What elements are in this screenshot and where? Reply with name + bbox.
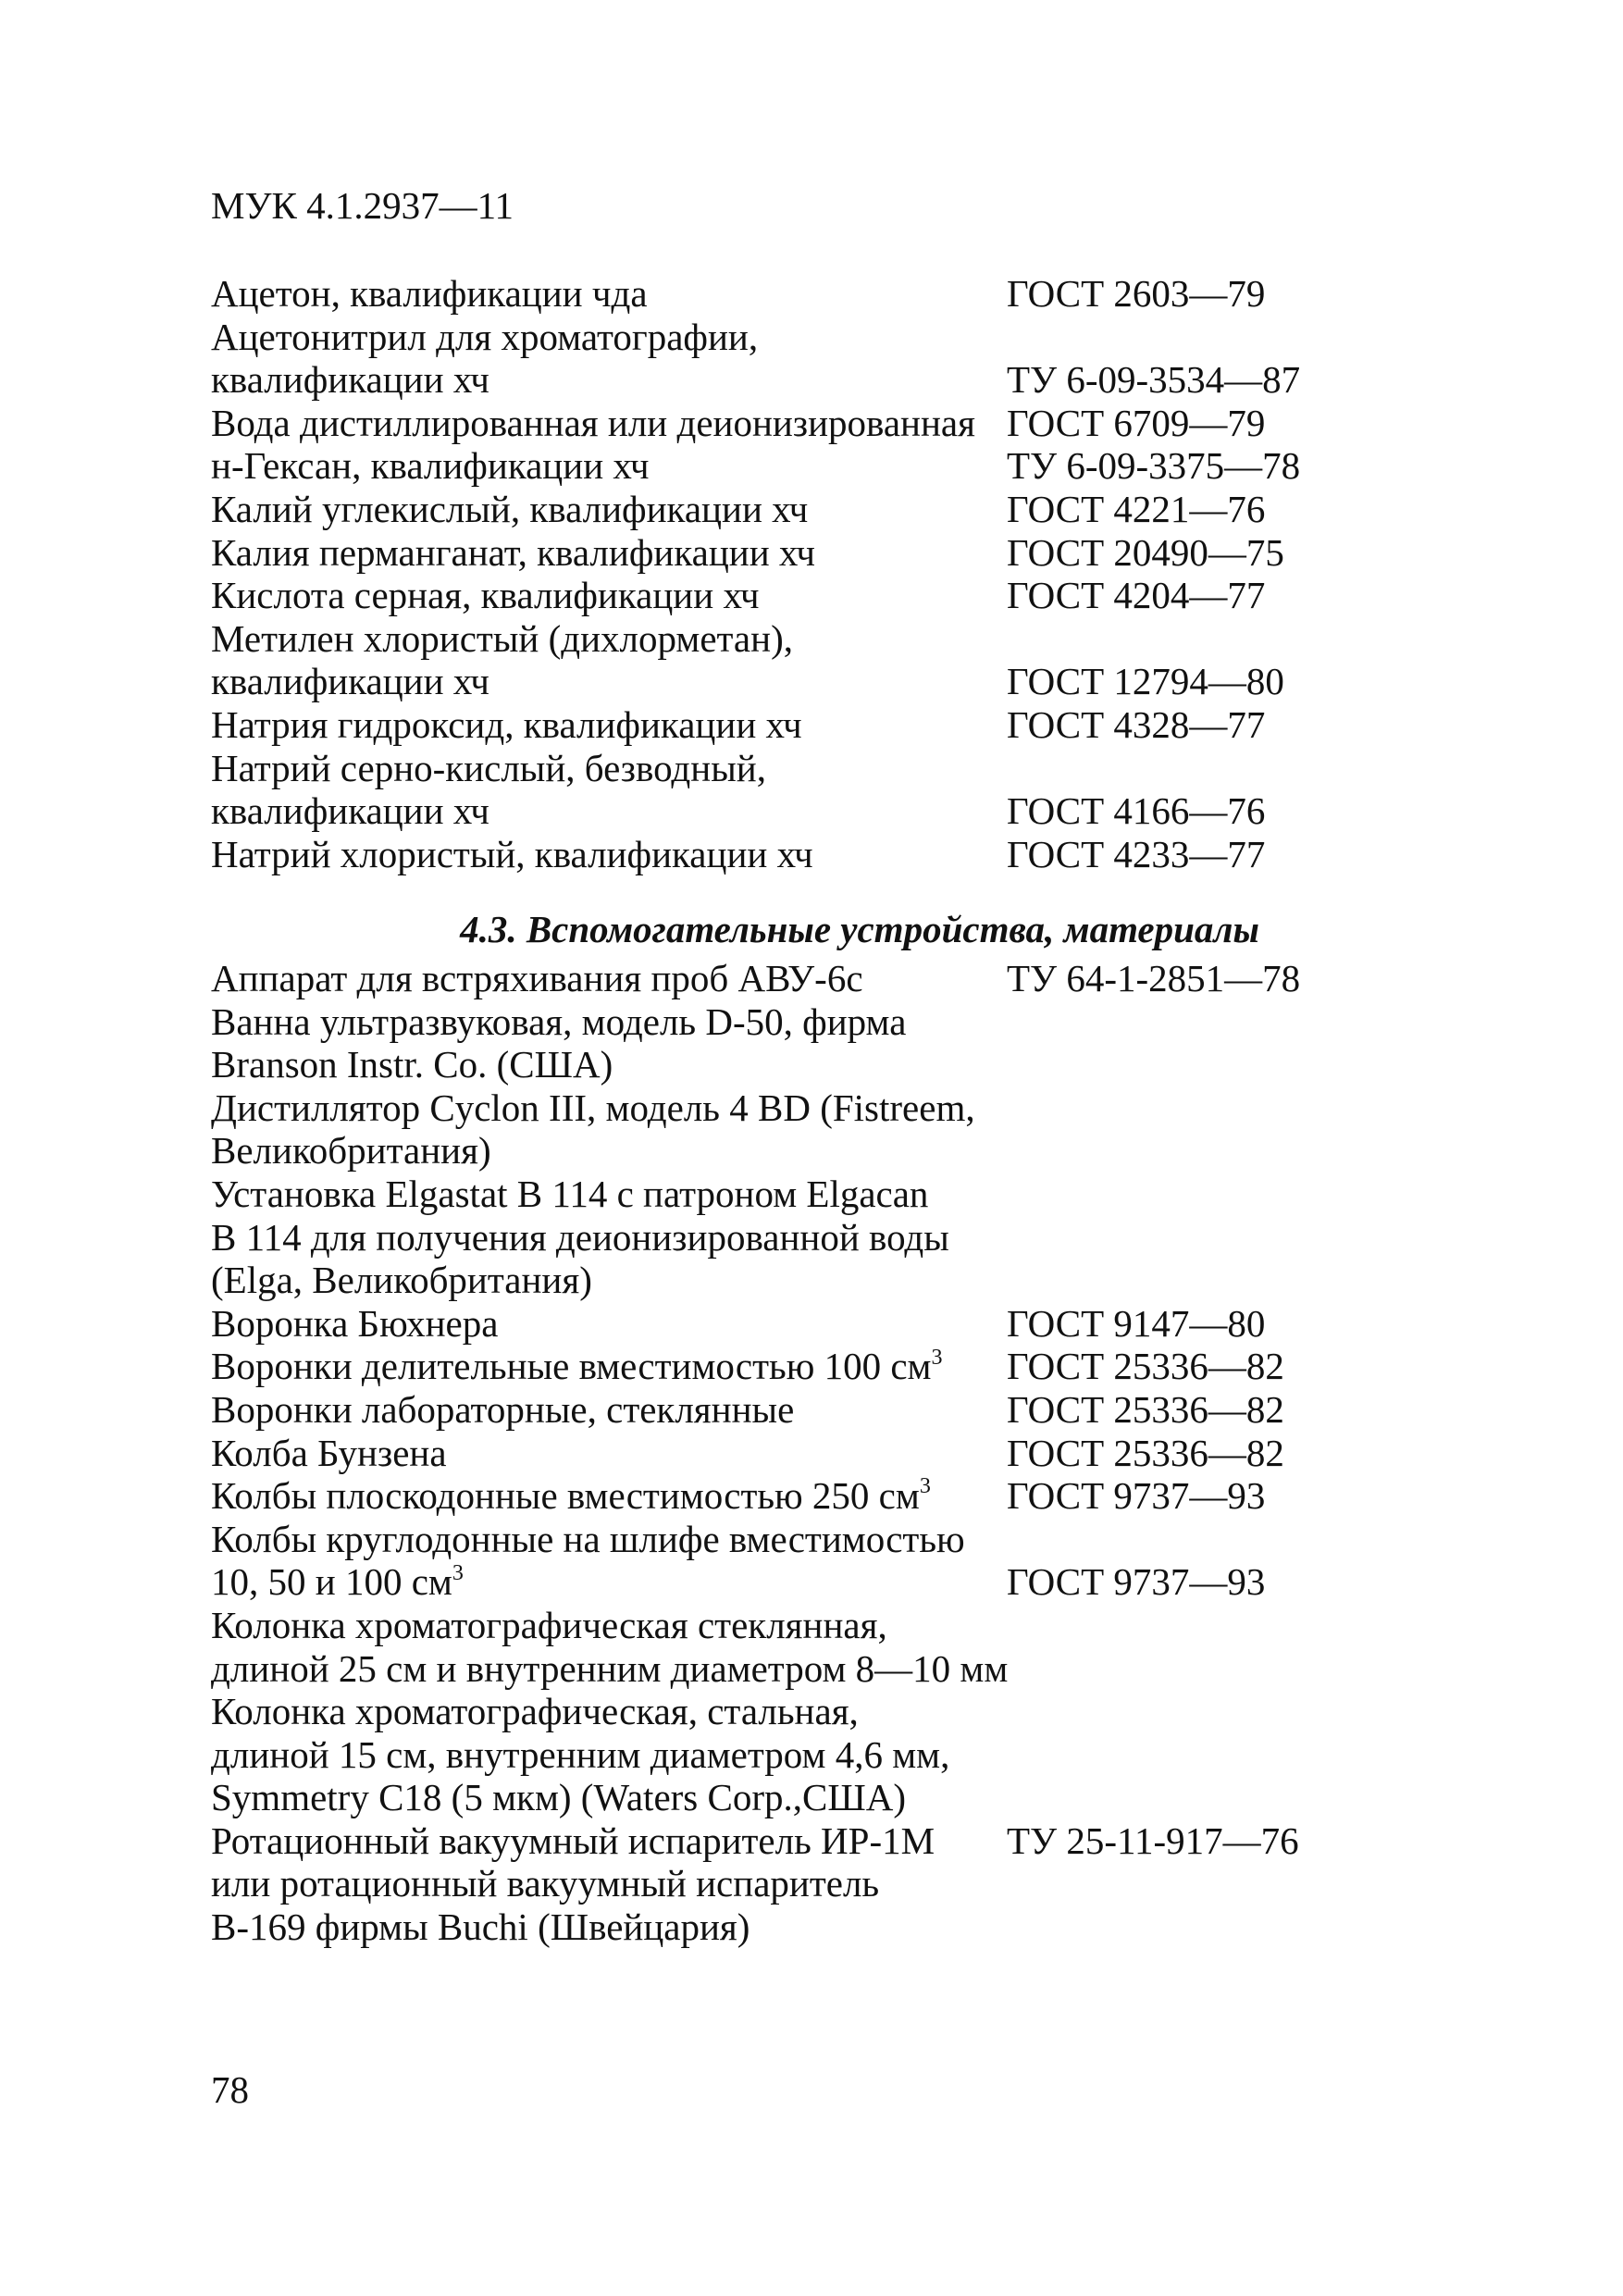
list-item-line	[211, 703, 1414, 747]
item-name: Ротационный вакуумный испаритель ИР-1М	[211, 1818, 935, 1862]
item-standard-ref: ГОСТ 4166—76	[1007, 789, 1266, 833]
materials-list	[211, 957, 1414, 1949]
item-name: Колбы плоскодонные вместимостью 250 $см^3$	[211, 1474, 931, 1518]
superscript: 3	[919, 1474, 931, 1499]
list-item-line	[211, 1388, 1414, 1432]
item-name: Метилен хлористый (дихлорметан),	[211, 616, 793, 660]
page-number: 78	[211, 2068, 249, 2111]
list-item-line	[211, 1733, 1414, 1777]
list-item-line	[211, 1518, 1414, 1561]
item-name: Калия перманганат, квалификации хч	[211, 530, 815, 574]
item-standard-ref: ГОСТ 20490—75	[1007, 530, 1284, 574]
item-standard-ref: ГОСТ 4221—76	[1007, 487, 1266, 530]
list-item-line	[211, 402, 1414, 445]
item-name: Колонка хроматографическая стеклянная,	[211, 1603, 887, 1646]
list-item-line	[211, 617, 1414, 661]
item-name: Натрий серно-кислый, безводный,	[211, 746, 766, 789]
list-item-line	[211, 1862, 1414, 1905]
item-name: Калий углекислый, квалификации хч	[211, 487, 809, 530]
list-item-line	[211, 444, 1414, 488]
list-item-line	[211, 358, 1414, 402]
item-name: Ванна ультразвуковая, модель D-50, фирма	[211, 999, 907, 1043]
item-standard-ref: ГОСТ 25336—82	[1007, 1387, 1284, 1431]
list-item-line	[211, 1690, 1414, 1733]
reagents-list	[211, 272, 1414, 875]
item-name: н-Гексан, квалификации хч	[211, 444, 650, 488]
item-standard-ref: ГОСТ 2603—79	[1007, 272, 1266, 315]
item-name: 10, 50 и 100 $см^3$	[211, 1560, 464, 1604]
list-item-line	[211, 1000, 1414, 1044]
list-item-line	[211, 1216, 1414, 1260]
item-name: Branson Instr. Co. (США)	[211, 1043, 613, 1086]
item-name: Воронка Бюхнера	[211, 1301, 499, 1345]
list-item-line	[211, 1345, 1414, 1388]
item-name: квалификации хч	[211, 358, 489, 402]
item-name: Аппарат для встряхивания проб АВУ-6с	[211, 957, 863, 999]
item-standard-ref: ГОСТ 9147—80	[1007, 1301, 1266, 1345]
list-item-line	[211, 1302, 1414, 1346]
list-item-line	[211, 1776, 1414, 1819]
item-standard-ref: ГОСТ 25336—82	[1007, 1431, 1284, 1474]
list-item-line	[211, 789, 1414, 833]
item-name: или ротационный вакуумный испаритель	[211, 1862, 880, 1905]
item-standard-ref: ГОСТ 25336—82	[1007, 1345, 1284, 1388]
item-name: квалификации хч	[211, 789, 489, 833]
list-item-line	[211, 272, 1414, 316]
list-item-line	[211, 488, 1414, 531]
item-name: Дистиллятор Cyclon III, модель 4 BD (Fistreem,	[211, 1086, 975, 1129]
superscript: 3	[452, 1560, 464, 1585]
page-header-doc-code: МУК 4.1.2937—11	[211, 184, 514, 227]
item-name: Колонка хроматографическая, стальная,	[211, 1690, 859, 1733]
item-name: длиной 15 см, внутренним диаметром 4,6 мм,	[211, 1732, 950, 1776]
list-item-line	[211, 1905, 1414, 1949]
list-item-line	[211, 747, 1414, 790]
item-name: Вода дистиллированная или деионизированная	[211, 401, 975, 444]
item-standard-ref: ГОСТ 9737—93	[1007, 1560, 1266, 1604]
item-standard-ref: ГОСТ 4204—77	[1007, 574, 1266, 617]
item-standard-ref: ГОСТ 6709—79	[1007, 401, 1266, 444]
list-item-line	[211, 1474, 1414, 1518]
item-standard-ref: ТУ 6-09-3534—87	[1007, 358, 1301, 402]
list-item-line	[211, 660, 1414, 703]
list-item-line	[211, 1259, 1414, 1302]
item-name: длиной 25 см и внутренним диаметром 8—10 мм	[211, 1646, 1009, 1690]
item-name: Кислота серная, квалификации хч	[211, 574, 760, 617]
list-item-line	[211, 316, 1414, 359]
item-name: (Elga, Великобритания)	[211, 1259, 592, 1302]
item-standard-ref: ТУ 25-11-917—76	[1007, 1818, 1299, 1862]
item-name: Натрий хлористый, квалификации хч	[211, 832, 813, 875]
list-item-line	[211, 531, 1414, 575]
item-name: B 114 для получения деионизированной воды	[211, 1215, 949, 1259]
list-item-line	[211, 1043, 1414, 1086]
list-item-line	[211, 1560, 1414, 1604]
item-standard-ref: ТУ 6-09-3375—78	[1007, 444, 1301, 488]
item-name: B-169 фирмы Buchi (Швейцария)	[211, 1905, 750, 1949]
item-name: квалификации хч	[211, 660, 489, 703]
list-item-line	[211, 1173, 1414, 1216]
list-item-line	[211, 574, 1414, 617]
list-item-line	[211, 1604, 1414, 1647]
list-item-line	[211, 1819, 1414, 1863]
item-standard-ref: ГОСТ 12794—80	[1007, 660, 1284, 703]
list-item-line	[211, 833, 1414, 876]
list-item-line	[211, 1432, 1414, 1475]
list-item-line	[211, 1647, 1414, 1691]
item-name: Ацетон, квалификации чда	[211, 272, 648, 315]
item-standard-ref: ГОСТ 4328—77	[1007, 702, 1266, 746]
item-name: Великобритания)	[211, 1129, 491, 1173]
item-name: Ацетонитрил для хроматографии,	[211, 315, 759, 358]
item-name: Колбы круглодонные на шлифе вместимостью	[211, 1517, 965, 1560]
item-name: Установка Elgastat B 114 с патроном Elgacan	[211, 1172, 929, 1215]
list-item-line	[211, 1086, 1414, 1130]
item-standard-ref: ГОСТ 9737—93	[1007, 1474, 1266, 1518]
item-name: Воронки делительные вместимостью 100 $см^3$	[211, 1345, 943, 1388]
list-item-line	[211, 957, 1414, 1000]
list-item-line	[211, 1129, 1414, 1173]
item-name: Воронки лабораторные, стеклянные	[211, 1387, 795, 1431]
section-title	[0, 907, 1623, 951]
superscript: 3	[931, 1345, 943, 1370]
item-name: Колба Бунзена	[211, 1431, 447, 1474]
item-standard-ref: ТУ 64-1-2851—78	[1007, 957, 1301, 999]
item-standard-ref: ГОСТ 4233—77	[1007, 832, 1266, 875]
item-name: Натрия гидроксид, квалификации хч	[211, 702, 802, 746]
item-name: Symmetry C18 (5 мкм) (Waters Corp.,США)	[211, 1776, 906, 1819]
section-title-text: 4.3. Вспомогательные устройства, материалы	[460, 908, 1259, 950]
